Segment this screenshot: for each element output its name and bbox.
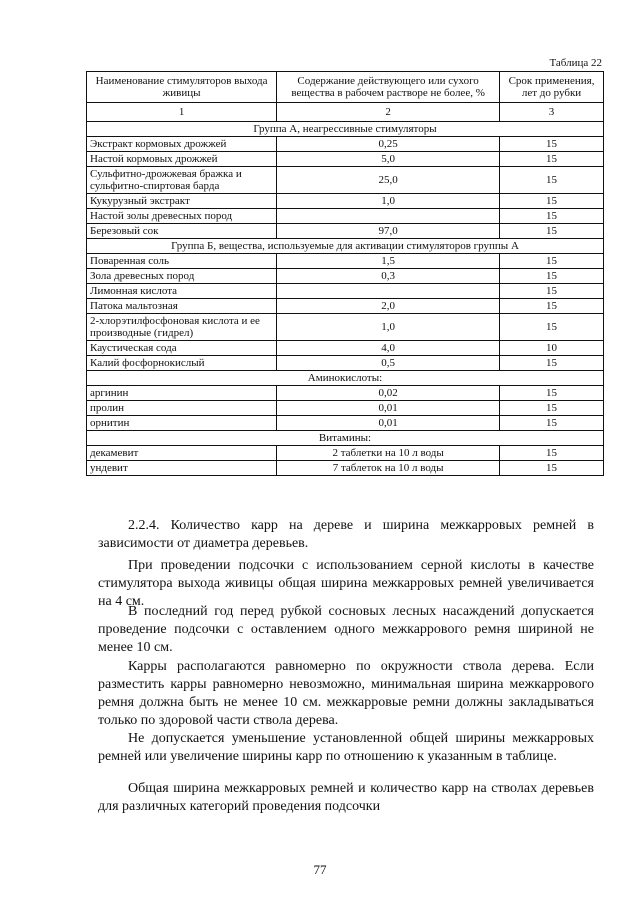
header-content: Содержание действующего или сухого вещества в рабочем растворе не более, % — [277, 72, 500, 103]
cell-term: 15 — [500, 152, 604, 167]
table-row — [87, 356, 604, 371]
cell-name: орнитин — [87, 416, 277, 431]
table-row — [87, 314, 604, 341]
table-body — [87, 122, 604, 476]
header-term: Срок применения, лет до рубки — [500, 72, 604, 103]
cell-term: 10 — [500, 341, 604, 356]
paragraph: При проведении подсочки с использованием серной кислоты в качестве стимулятора выхода живицы общая ширина межкарровых ремней увеличивается на 4 см. — [98, 558, 594, 609]
cell-term: 15 — [500, 356, 604, 371]
table-row — [87, 224, 604, 239]
cell-name: Сульфитно-дрожжевая бражка и сульфитно-спиртовая барда — [87, 167, 277, 194]
cell-content: 97,0 — [277, 224, 500, 239]
table-row — [87, 137, 604, 152]
cell-term: 15 — [500, 254, 604, 269]
table-row — [87, 152, 604, 167]
cell-name: Березовый сок — [87, 224, 277, 239]
cell-name: Экстракт кормовых дрожжей — [87, 137, 277, 152]
table-header-row — [87, 72, 604, 103]
table-group-row — [87, 371, 604, 386]
cell-name: Патока мальтозная — [87, 299, 277, 314]
table-number-row — [87, 103, 604, 122]
cell-content: 0,5 — [277, 356, 500, 371]
table-row — [87, 446, 604, 461]
paragraph: В последний год перед рубкой сосновых лесных насаждений допускается проведение подсочки с оставлением одного межкаррового ремня шириной не менее 10 см. — [98, 604, 594, 655]
cell-name: Кукурузный экстракт — [87, 194, 277, 209]
cell-content: 1,0 — [277, 194, 500, 209]
cell-content — [277, 284, 500, 299]
group-title: Витамины: — [87, 431, 604, 446]
cell-content: 5,0 — [277, 152, 500, 167]
col-number-1: 1 — [87, 103, 277, 122]
table-row — [87, 209, 604, 224]
table-row — [87, 386, 604, 401]
table-row — [87, 269, 604, 284]
cell-name: Настой золы древесных пород — [87, 209, 277, 224]
table-row — [87, 416, 604, 431]
cell-content: 1,0 — [277, 314, 500, 341]
cell-name: декамевит — [87, 446, 277, 461]
cell-term: 15 — [500, 416, 604, 431]
col-number-3: 3 — [500, 103, 604, 122]
table-row — [87, 299, 604, 314]
cell-content: 0,01 — [277, 401, 500, 416]
cell-term: 15 — [500, 209, 604, 224]
table-row — [87, 461, 604, 476]
cell-content: 25,0 — [277, 167, 500, 194]
table-row — [87, 254, 604, 269]
cell-name: аргинин — [87, 386, 277, 401]
cell-content: 4,0 — [277, 341, 500, 356]
table-group-row — [87, 122, 604, 137]
header-name: Наименование стимуляторов выхода живицы — [87, 72, 277, 103]
table-row — [87, 284, 604, 299]
cell-content: 0,02 — [277, 386, 500, 401]
paragraph: 2.2.4. Количество карр на дереве и ширина межкарровых ремней в зависимости от диаметра деревьев. — [98, 518, 594, 551]
cell-name: Каустическая сода — [87, 341, 277, 356]
table-row — [87, 341, 604, 356]
table-group-row — [87, 431, 604, 446]
cell-content: 2 таблетки на 10 л воды — [277, 446, 500, 461]
cell-content: 7 таблеток на 10 л воды — [277, 461, 500, 476]
cell-content — [277, 209, 500, 224]
cell-term: 15 — [500, 461, 604, 476]
cell-term: 15 — [500, 167, 604, 194]
stimulants-table — [86, 71, 604, 476]
cell-term: 15 — [500, 269, 604, 284]
group-title: Аминокислоты: — [87, 371, 604, 386]
cell-content: 2,0 — [277, 299, 500, 314]
col-number-2: 2 — [277, 103, 500, 122]
table-row — [87, 194, 604, 209]
group-title: Группа А, неагрессивные стимуляторы — [87, 122, 604, 137]
cell-content: 0,01 — [277, 416, 500, 431]
cell-term: 15 — [500, 284, 604, 299]
cell-term: 15 — [500, 314, 604, 341]
cell-name: Поваренная соль — [87, 254, 277, 269]
cell-name: пролин — [87, 401, 277, 416]
cell-name: Калий фосфорнокислый — [87, 356, 277, 371]
paragraph: Общая ширина межкарровых ремней и количество карр на стволах деревьев для различных категорий проведения подсочки — [98, 781, 594, 814]
table-caption: Таблица 22 — [549, 57, 602, 69]
table-group-row — [87, 239, 604, 254]
cell-term: 15 — [500, 194, 604, 209]
cell-name: 2-хлорэтилфосфоновая кислота и ее производные (гидрел) — [87, 314, 277, 341]
cell-term: 15 — [500, 137, 604, 152]
page-number: 77 — [313, 862, 327, 877]
paragraph: Не допускается уменьшение установленной общей ширины межкарровых ремней или увеличение ширины карр по отношению к указанным в таблице. — [98, 731, 594, 764]
group-title: Группа Б, вещества, используемые для активации стимуляторов группы А — [87, 239, 604, 254]
cell-name: Зола древесных пород — [87, 269, 277, 284]
cell-name: Лимонная кислота — [87, 284, 277, 299]
cell-term: 15 — [500, 299, 604, 314]
paragraph: Карры располагаются равномерно по окружности ствола дерева. Если разместить карры равномерно невозможно, минимальная ширина межкаррового ремня должна быть не менее 10 см. межкарровые ремни должны закладываться только по здоровой части ствола дерева. — [98, 659, 594, 728]
table-row — [87, 167, 604, 194]
cell-name: Настой кормовых дрожжей — [87, 152, 277, 167]
cell-term: 15 — [500, 386, 604, 401]
table-row — [87, 401, 604, 416]
cell-name: ундевит — [87, 461, 277, 476]
cell-term: 15 — [500, 224, 604, 239]
cell-term: 15 — [500, 401, 604, 416]
cell-content: 0,25 — [277, 137, 500, 152]
cell-content: 0,3 — [277, 269, 500, 284]
cell-term: 15 — [500, 446, 604, 461]
cell-content: 1,5 — [277, 254, 500, 269]
